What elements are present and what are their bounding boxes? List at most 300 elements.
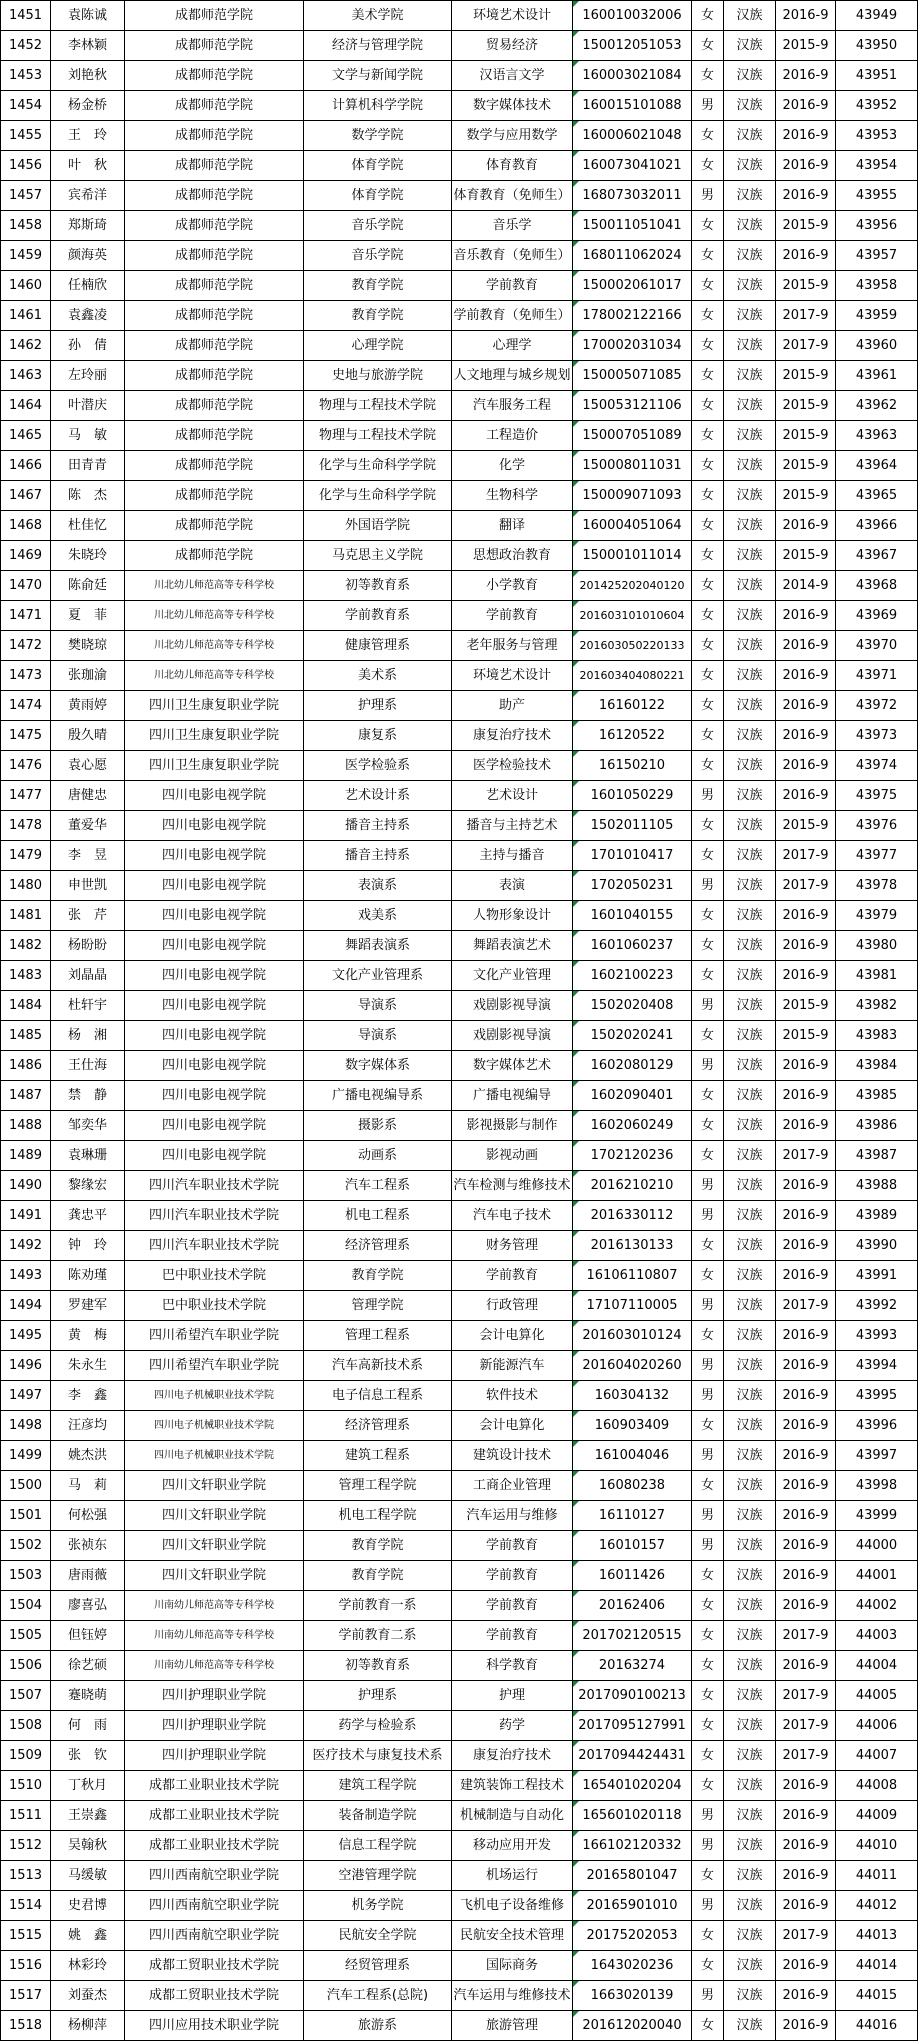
major-cell: 环境艺术设计	[452, 1, 573, 31]
school-name-cell: 成都工业职业技术学院	[125, 1831, 304, 1861]
student-name-cell: 唐健忠	[51, 781, 125, 811]
enroll-date-cell: 2015-9	[776, 211, 836, 241]
school-name-cell: 川北幼儿师范高等专科学校	[125, 631, 304, 661]
table-row	[1, 61, 918, 91]
student-id-cell: 16160122	[573, 691, 692, 721]
student-name-cell: 樊晓琼	[51, 631, 125, 661]
row-number-cell: 1455	[1, 121, 51, 151]
ethnicity-cell: 汉族	[724, 1621, 776, 1651]
row-number-cell: 1472	[1, 631, 51, 661]
table-row	[1, 1441, 918, 1471]
major-cell: 心理学	[452, 331, 573, 361]
enroll-date-cell: 2017-9	[776, 331, 836, 361]
record-code-cell: 43967	[836, 541, 918, 571]
gender-cell: 女	[692, 541, 724, 571]
major-cell: 汽车运用与维修技术	[452, 1981, 573, 2011]
school-name-cell: 成都师范学院	[125, 391, 304, 421]
table-row	[1, 601, 918, 631]
enroll-date-cell: 2016-9	[776, 1171, 836, 1201]
department-cell: 经济与管理学院	[304, 31, 452, 61]
student-id-cell: 165401020204	[573, 1771, 692, 1801]
student-name-cell: 王仕海	[51, 1051, 125, 1081]
table-row	[1, 1111, 918, 1141]
record-code-cell: 43951	[836, 61, 918, 91]
school-name-cell: 四川电影电视学院	[125, 781, 304, 811]
major-cell: 会计电算化	[452, 1411, 573, 1441]
record-code-cell: 43962	[836, 391, 918, 421]
gender-cell: 女	[692, 421, 724, 451]
student-id-cell: 16080238	[573, 1471, 692, 1501]
student-id-cell: 1663020139	[573, 1981, 692, 2011]
gender-cell: 女	[692, 1741, 724, 1771]
record-code-cell: 43979	[836, 901, 918, 931]
department-cell: 机电工程系	[304, 1201, 452, 1231]
school-name-cell: 四川文轩职业学院	[125, 1531, 304, 1561]
gender-cell: 男	[692, 1171, 724, 1201]
major-cell: 康复治疗技术	[452, 721, 573, 751]
ethnicity-cell: 汉族	[724, 871, 776, 901]
record-code-cell: 43997	[836, 1441, 918, 1471]
student-id-cell: 161004046	[573, 1441, 692, 1471]
ethnicity-cell: 汉族	[724, 571, 776, 601]
enroll-date-cell: 2016-9	[776, 1981, 836, 2011]
student-id-cell: 1601040155	[573, 901, 692, 931]
gender-cell: 男	[692, 1201, 724, 1231]
school-name-cell: 成都工贸职业技术学院	[125, 1981, 304, 2011]
table-row	[1, 631, 918, 661]
row-number-cell: 1488	[1, 1111, 51, 1141]
row-number-cell: 1482	[1, 931, 51, 961]
student-id-cell: 16110127	[573, 1501, 692, 1531]
table-row	[1, 571, 918, 601]
ethnicity-cell: 汉族	[724, 1051, 776, 1081]
department-cell: 动画系	[304, 1141, 452, 1171]
department-cell: 机务学院	[304, 1891, 452, 1921]
gender-cell: 女	[692, 211, 724, 241]
table-row	[1, 1831, 918, 1861]
gender-cell: 女	[692, 1411, 724, 1441]
enroll-date-cell: 2016-9	[776, 781, 836, 811]
gender-cell: 女	[692, 631, 724, 661]
school-name-cell: 成都师范学院	[125, 541, 304, 571]
table-row	[1, 1351, 918, 1381]
student-id-cell: 150005071085	[573, 361, 692, 391]
school-name-cell: 四川电影电视学院	[125, 991, 304, 1021]
row-number-cell: 1506	[1, 1651, 51, 1681]
student-name-cell: 杜轩宇	[51, 991, 125, 1021]
student-name-cell: 袁陈诚	[51, 1, 125, 31]
table-row	[1, 1501, 918, 1531]
major-cell: 音乐教育（免师生）	[452, 241, 573, 271]
ethnicity-cell: 汉族	[724, 1231, 776, 1261]
gender-cell: 女	[692, 391, 724, 421]
gender-cell: 女	[692, 1681, 724, 1711]
gender-cell: 女	[692, 1951, 724, 1981]
department-cell: 舞蹈表演系	[304, 931, 452, 961]
row-number-cell: 1474	[1, 691, 51, 721]
row-number-cell: 1485	[1, 1021, 51, 1051]
enroll-date-cell: 2016-9	[776, 1591, 836, 1621]
table-row	[1, 1231, 918, 1261]
student-id-cell: 2016210210	[573, 1171, 692, 1201]
department-cell: 体育学院	[304, 181, 452, 211]
school-name-cell: 四川护理职业学院	[125, 1741, 304, 1771]
table-row	[1, 511, 918, 541]
enroll-date-cell: 2016-9	[776, 2011, 836, 2041]
row-number-cell: 1487	[1, 1081, 51, 1111]
school-name-cell: 成都师范学院	[125, 211, 304, 241]
major-cell: 人文地理与城乡规划	[452, 361, 573, 391]
table-row	[1, 811, 918, 841]
record-code-cell: 43952	[836, 91, 918, 121]
department-cell: 学前教育二系	[304, 1621, 452, 1651]
ethnicity-cell: 汉族	[724, 1501, 776, 1531]
enroll-date-cell: 2017-9	[776, 1741, 836, 1771]
department-cell: 装备制造学院	[304, 1801, 452, 1831]
enroll-date-cell: 2017-9	[776, 1681, 836, 1711]
student-id-cell: 1602100223	[573, 961, 692, 991]
enroll-date-cell: 2016-9	[776, 961, 836, 991]
ethnicity-cell: 汉族	[724, 91, 776, 121]
major-cell: 汽车检测与维修技术	[452, 1171, 573, 1201]
row-number-cell: 1499	[1, 1441, 51, 1471]
department-cell: 音乐学院	[304, 241, 452, 271]
department-cell: 信息工程学院	[304, 1831, 452, 1861]
gender-cell: 女	[692, 1081, 724, 1111]
student-name-cell: 杨盼盼	[51, 931, 125, 961]
table-row	[1, 1561, 918, 1591]
department-cell: 经贸管理系	[304, 1951, 452, 1981]
table-row	[1, 31, 918, 61]
row-number-cell: 1492	[1, 1231, 51, 1261]
major-cell: 体育教育（免师生）	[452, 181, 573, 211]
enroll-date-cell: 2016-9	[776, 61, 836, 91]
student-id-cell: 1602060249	[573, 1111, 692, 1141]
school-name-cell: 四川卫生康复职业学院	[125, 721, 304, 751]
enroll-date-cell: 2017-9	[776, 1291, 836, 1321]
record-code-cell: 44003	[836, 1621, 918, 1651]
ethnicity-cell: 汉族	[724, 661, 776, 691]
school-name-cell: 四川电影电视学院	[125, 1111, 304, 1141]
student-id-cell: 150009071093	[573, 481, 692, 511]
major-cell: 数字媒体艺术	[452, 1051, 573, 1081]
student-id-cell: 2016330112	[573, 1201, 692, 1231]
record-code-cell: 43977	[836, 841, 918, 871]
record-code-cell: 44004	[836, 1651, 918, 1681]
enroll-date-cell: 2016-9	[776, 1081, 836, 1111]
gender-cell: 男	[692, 1051, 724, 1081]
table-row	[1, 1051, 918, 1081]
table-row	[1, 1141, 918, 1171]
student-name-cell: 张珈渝	[51, 661, 125, 691]
department-cell: 管理工程系	[304, 1321, 452, 1351]
row-number-cell: 1514	[1, 1891, 51, 1921]
record-code-cell: 43970	[836, 631, 918, 661]
major-cell: 化学	[452, 451, 573, 481]
school-name-cell: 成都师范学院	[125, 301, 304, 331]
enroll-date-cell: 2017-9	[776, 1921, 836, 1951]
row-number-cell: 1475	[1, 721, 51, 751]
student-name-cell: 黄 梅	[51, 1321, 125, 1351]
record-code-cell: 43953	[836, 121, 918, 151]
student-name-cell: 陈 杰	[51, 481, 125, 511]
gender-cell: 女	[692, 61, 724, 91]
row-number-cell: 1512	[1, 1831, 51, 1861]
major-cell: 学前教育	[452, 1591, 573, 1621]
row-number-cell: 1478	[1, 811, 51, 841]
major-cell: 助产	[452, 691, 573, 721]
student-name-cell: 刘晶晶	[51, 961, 125, 991]
row-number-cell: 1490	[1, 1171, 51, 1201]
school-name-cell: 四川汽车职业技术学院	[125, 1171, 304, 1201]
row-number-cell: 1454	[1, 91, 51, 121]
school-name-cell: 成都工业职业技术学院	[125, 1801, 304, 1831]
student-name-cell: 袁心愿	[51, 751, 125, 781]
student-name-cell: 蹇晓萌	[51, 1681, 125, 1711]
ethnicity-cell: 汉族	[724, 1291, 776, 1321]
ethnicity-cell: 汉族	[724, 1951, 776, 1981]
table-row	[1, 1531, 918, 1561]
department-cell: 建筑工程学院	[304, 1771, 452, 1801]
school-name-cell: 四川卫生康复职业学院	[125, 691, 304, 721]
school-name-cell: 四川电影电视学院	[125, 1081, 304, 1111]
student-name-cell: 陈劝瑾	[51, 1261, 125, 1291]
school-name-cell: 成都师范学院	[125, 1, 304, 31]
table-row	[1, 1801, 918, 1831]
department-cell: 健康管理系	[304, 631, 452, 661]
enroll-date-cell: 2016-9	[776, 1561, 836, 1591]
ethnicity-cell: 汉族	[724, 151, 776, 181]
table-body	[1, 1, 918, 2041]
department-cell: 初等教育系	[304, 571, 452, 601]
enroll-date-cell: 2015-9	[776, 391, 836, 421]
school-name-cell: 四川西南航空职业学院	[125, 1891, 304, 1921]
enroll-date-cell: 2016-9	[776, 1771, 836, 1801]
table-row	[1, 361, 918, 391]
row-number-cell: 1468	[1, 511, 51, 541]
table-row	[1, 931, 918, 961]
ethnicity-cell: 汉族	[724, 211, 776, 241]
row-number-cell: 1516	[1, 1951, 51, 1981]
school-name-cell: 四川电影电视学院	[125, 1141, 304, 1171]
enroll-date-cell: 2016-9	[776, 1651, 836, 1681]
ethnicity-cell: 汉族	[724, 2011, 776, 2041]
table-row	[1, 91, 918, 121]
table-row	[1, 901, 918, 931]
table-row	[1, 961, 918, 991]
department-cell: 学前教育一系	[304, 1591, 452, 1621]
student-id-cell: 16120522	[573, 721, 692, 751]
school-name-cell: 川北幼儿师范高等专科学校	[125, 571, 304, 601]
gender-cell: 女	[692, 601, 724, 631]
table-row	[1, 181, 918, 211]
student-id-cell: 165601020118	[573, 1801, 692, 1831]
row-number-cell: 1515	[1, 1921, 51, 1951]
ethnicity-cell: 汉族	[724, 811, 776, 841]
department-cell: 美术系	[304, 661, 452, 691]
gender-cell: 女	[692, 31, 724, 61]
major-cell: 财务管理	[452, 1231, 573, 1261]
record-code-cell: 43950	[836, 31, 918, 61]
enroll-date-cell: 2016-9	[776, 1501, 836, 1531]
student-id-cell: 160003021084	[573, 61, 692, 91]
gender-cell: 女	[692, 1111, 724, 1141]
student-name-cell: 夏 菲	[51, 601, 125, 631]
school-name-cell: 四川电影电视学院	[125, 931, 304, 961]
school-name-cell: 四川西南航空职业学院	[125, 1861, 304, 1891]
gender-cell: 女	[692, 1861, 724, 1891]
table-row	[1, 841, 918, 871]
major-cell: 生物科学	[452, 481, 573, 511]
major-cell: 机械制造与自动化	[452, 1801, 573, 1831]
record-code-cell: 44016	[836, 2011, 918, 2041]
ethnicity-cell: 汉族	[724, 1651, 776, 1681]
record-code-cell: 43995	[836, 1381, 918, 1411]
school-name-cell: 四川电子机械职业技术学院	[125, 1411, 304, 1441]
gender-cell: 女	[692, 241, 724, 271]
student-id-cell: 160073041021	[573, 151, 692, 181]
row-number-cell: 1476	[1, 751, 51, 781]
department-cell: 经济管理系	[304, 1411, 452, 1441]
student-id-cell: 1502011105	[573, 811, 692, 841]
row-number-cell: 1463	[1, 361, 51, 391]
enroll-date-cell: 2016-9	[776, 1051, 836, 1081]
enroll-date-cell: 2017-9	[776, 871, 836, 901]
school-name-cell: 成都师范学院	[125, 361, 304, 391]
row-number-cell: 1473	[1, 661, 51, 691]
ethnicity-cell: 汉族	[724, 391, 776, 421]
school-name-cell: 四川电子机械职业技术学院	[125, 1381, 304, 1411]
student-id-cell: 150053121106	[573, 391, 692, 421]
school-name-cell: 成都师范学院	[125, 181, 304, 211]
student-id-cell: 150001011014	[573, 541, 692, 571]
table-row	[1, 1, 918, 31]
enroll-date-cell: 2016-9	[776, 121, 836, 151]
student-name-cell: 罗建军	[51, 1291, 125, 1321]
record-code-cell: 43983	[836, 1021, 918, 1051]
student-name-cell: 王 玲	[51, 121, 125, 151]
student-name-cell: 钟 玲	[51, 1231, 125, 1261]
student-name-cell: 朱晓玲	[51, 541, 125, 571]
school-name-cell: 川北幼儿师范高等专科学校	[125, 601, 304, 631]
enroll-date-cell: 2016-9	[776, 1801, 836, 1831]
student-name-cell: 李 鑫	[51, 1381, 125, 1411]
row-number-cell: 1460	[1, 271, 51, 301]
ethnicity-cell: 汉族	[724, 1741, 776, 1771]
ethnicity-cell: 汉族	[724, 1861, 776, 1891]
gender-cell: 男	[692, 781, 724, 811]
major-cell: 戏剧影视导演	[452, 991, 573, 1021]
school-name-cell: 四川护理职业学院	[125, 1681, 304, 1711]
student-id-cell: 150008011031	[573, 451, 692, 481]
ethnicity-cell: 汉族	[724, 421, 776, 451]
student-id-cell: 160006021048	[573, 121, 692, 151]
department-cell: 民航安全学院	[304, 1921, 452, 1951]
enroll-date-cell: 2016-9	[776, 1531, 836, 1561]
table-row	[1, 781, 918, 811]
student-id-cell: 1701010417	[573, 841, 692, 871]
school-name-cell: 成都师范学院	[125, 481, 304, 511]
row-number-cell: 1510	[1, 1771, 51, 1801]
row-number-cell: 1507	[1, 1681, 51, 1711]
student-name-cell: 何 雨	[51, 1711, 125, 1741]
enroll-date-cell: 2016-9	[776, 1441, 836, 1471]
major-cell: 建筑设计技术	[452, 1441, 573, 1471]
record-code-cell: 43964	[836, 451, 918, 481]
gender-cell: 男	[692, 91, 724, 121]
row-number-cell: 1452	[1, 31, 51, 61]
row-number-cell: 1484	[1, 991, 51, 1021]
ethnicity-cell: 汉族	[724, 511, 776, 541]
gender-cell: 女	[692, 1771, 724, 1801]
row-number-cell: 1461	[1, 301, 51, 331]
gender-cell: 女	[692, 1651, 724, 1681]
department-cell: 摄影系	[304, 1111, 452, 1141]
gender-cell: 男	[692, 1981, 724, 2011]
row-number-cell: 1480	[1, 871, 51, 901]
gender-cell: 男	[692, 1801, 724, 1831]
major-cell: 药学	[452, 1711, 573, 1741]
major-cell: 思想政治教育	[452, 541, 573, 571]
student-id-cell: 160010032006	[573, 1, 692, 31]
table-row	[1, 991, 918, 1021]
department-cell: 文化产业管理系	[304, 961, 452, 991]
record-code-cell: 43974	[836, 751, 918, 781]
enroll-date-cell: 2015-9	[776, 1021, 836, 1051]
department-cell: 计算机科学学院	[304, 91, 452, 121]
student-name-cell: 杜佳忆	[51, 511, 125, 541]
student-id-cell: 20165901010	[573, 1891, 692, 1921]
ethnicity-cell: 汉族	[724, 691, 776, 721]
enroll-date-cell: 2016-9	[776, 1381, 836, 1411]
record-code-cell: 43958	[836, 271, 918, 301]
school-name-cell: 四川希望汽车职业学院	[125, 1321, 304, 1351]
major-cell: 影视动画	[452, 1141, 573, 1171]
major-cell: 会计电算化	[452, 1321, 573, 1351]
ethnicity-cell: 汉族	[724, 361, 776, 391]
enroll-date-cell: 2016-9	[776, 1, 836, 31]
gender-cell: 女	[692, 721, 724, 751]
ethnicity-cell: 汉族	[724, 1141, 776, 1171]
major-cell: 工程造价	[452, 421, 573, 451]
student-name-cell: 林彩玲	[51, 1951, 125, 1981]
student-id-cell: 1601050229	[573, 781, 692, 811]
ethnicity-cell: 汉族	[724, 1321, 776, 1351]
major-cell: 学前教育	[452, 1531, 573, 1561]
row-number-cell: 1511	[1, 1801, 51, 1831]
department-cell: 物理与工程技术学院	[304, 421, 452, 451]
major-cell: 机场运行	[452, 1861, 573, 1891]
row-number-cell: 1503	[1, 1561, 51, 1591]
table-row	[1, 871, 918, 901]
record-code-cell: 44010	[836, 1831, 918, 1861]
major-cell: 贸易经济	[452, 31, 573, 61]
student-id-cell: 20163274	[573, 1651, 692, 1681]
record-code-cell: 43991	[836, 1261, 918, 1291]
gender-cell: 女	[692, 361, 724, 391]
student-id-cell: 201603010124	[573, 1321, 692, 1351]
department-cell: 教育学院	[304, 301, 452, 331]
department-cell: 经济管理系	[304, 1231, 452, 1261]
student-id-cell: 160304132	[573, 1381, 692, 1411]
table-row	[1, 721, 918, 751]
row-number-cell: 1504	[1, 1591, 51, 1621]
department-cell: 体育学院	[304, 151, 452, 181]
major-cell: 康复治疗技术	[452, 1741, 573, 1771]
table-row	[1, 1651, 918, 1681]
gender-cell: 女	[692, 1471, 724, 1501]
table-row	[1, 301, 918, 331]
